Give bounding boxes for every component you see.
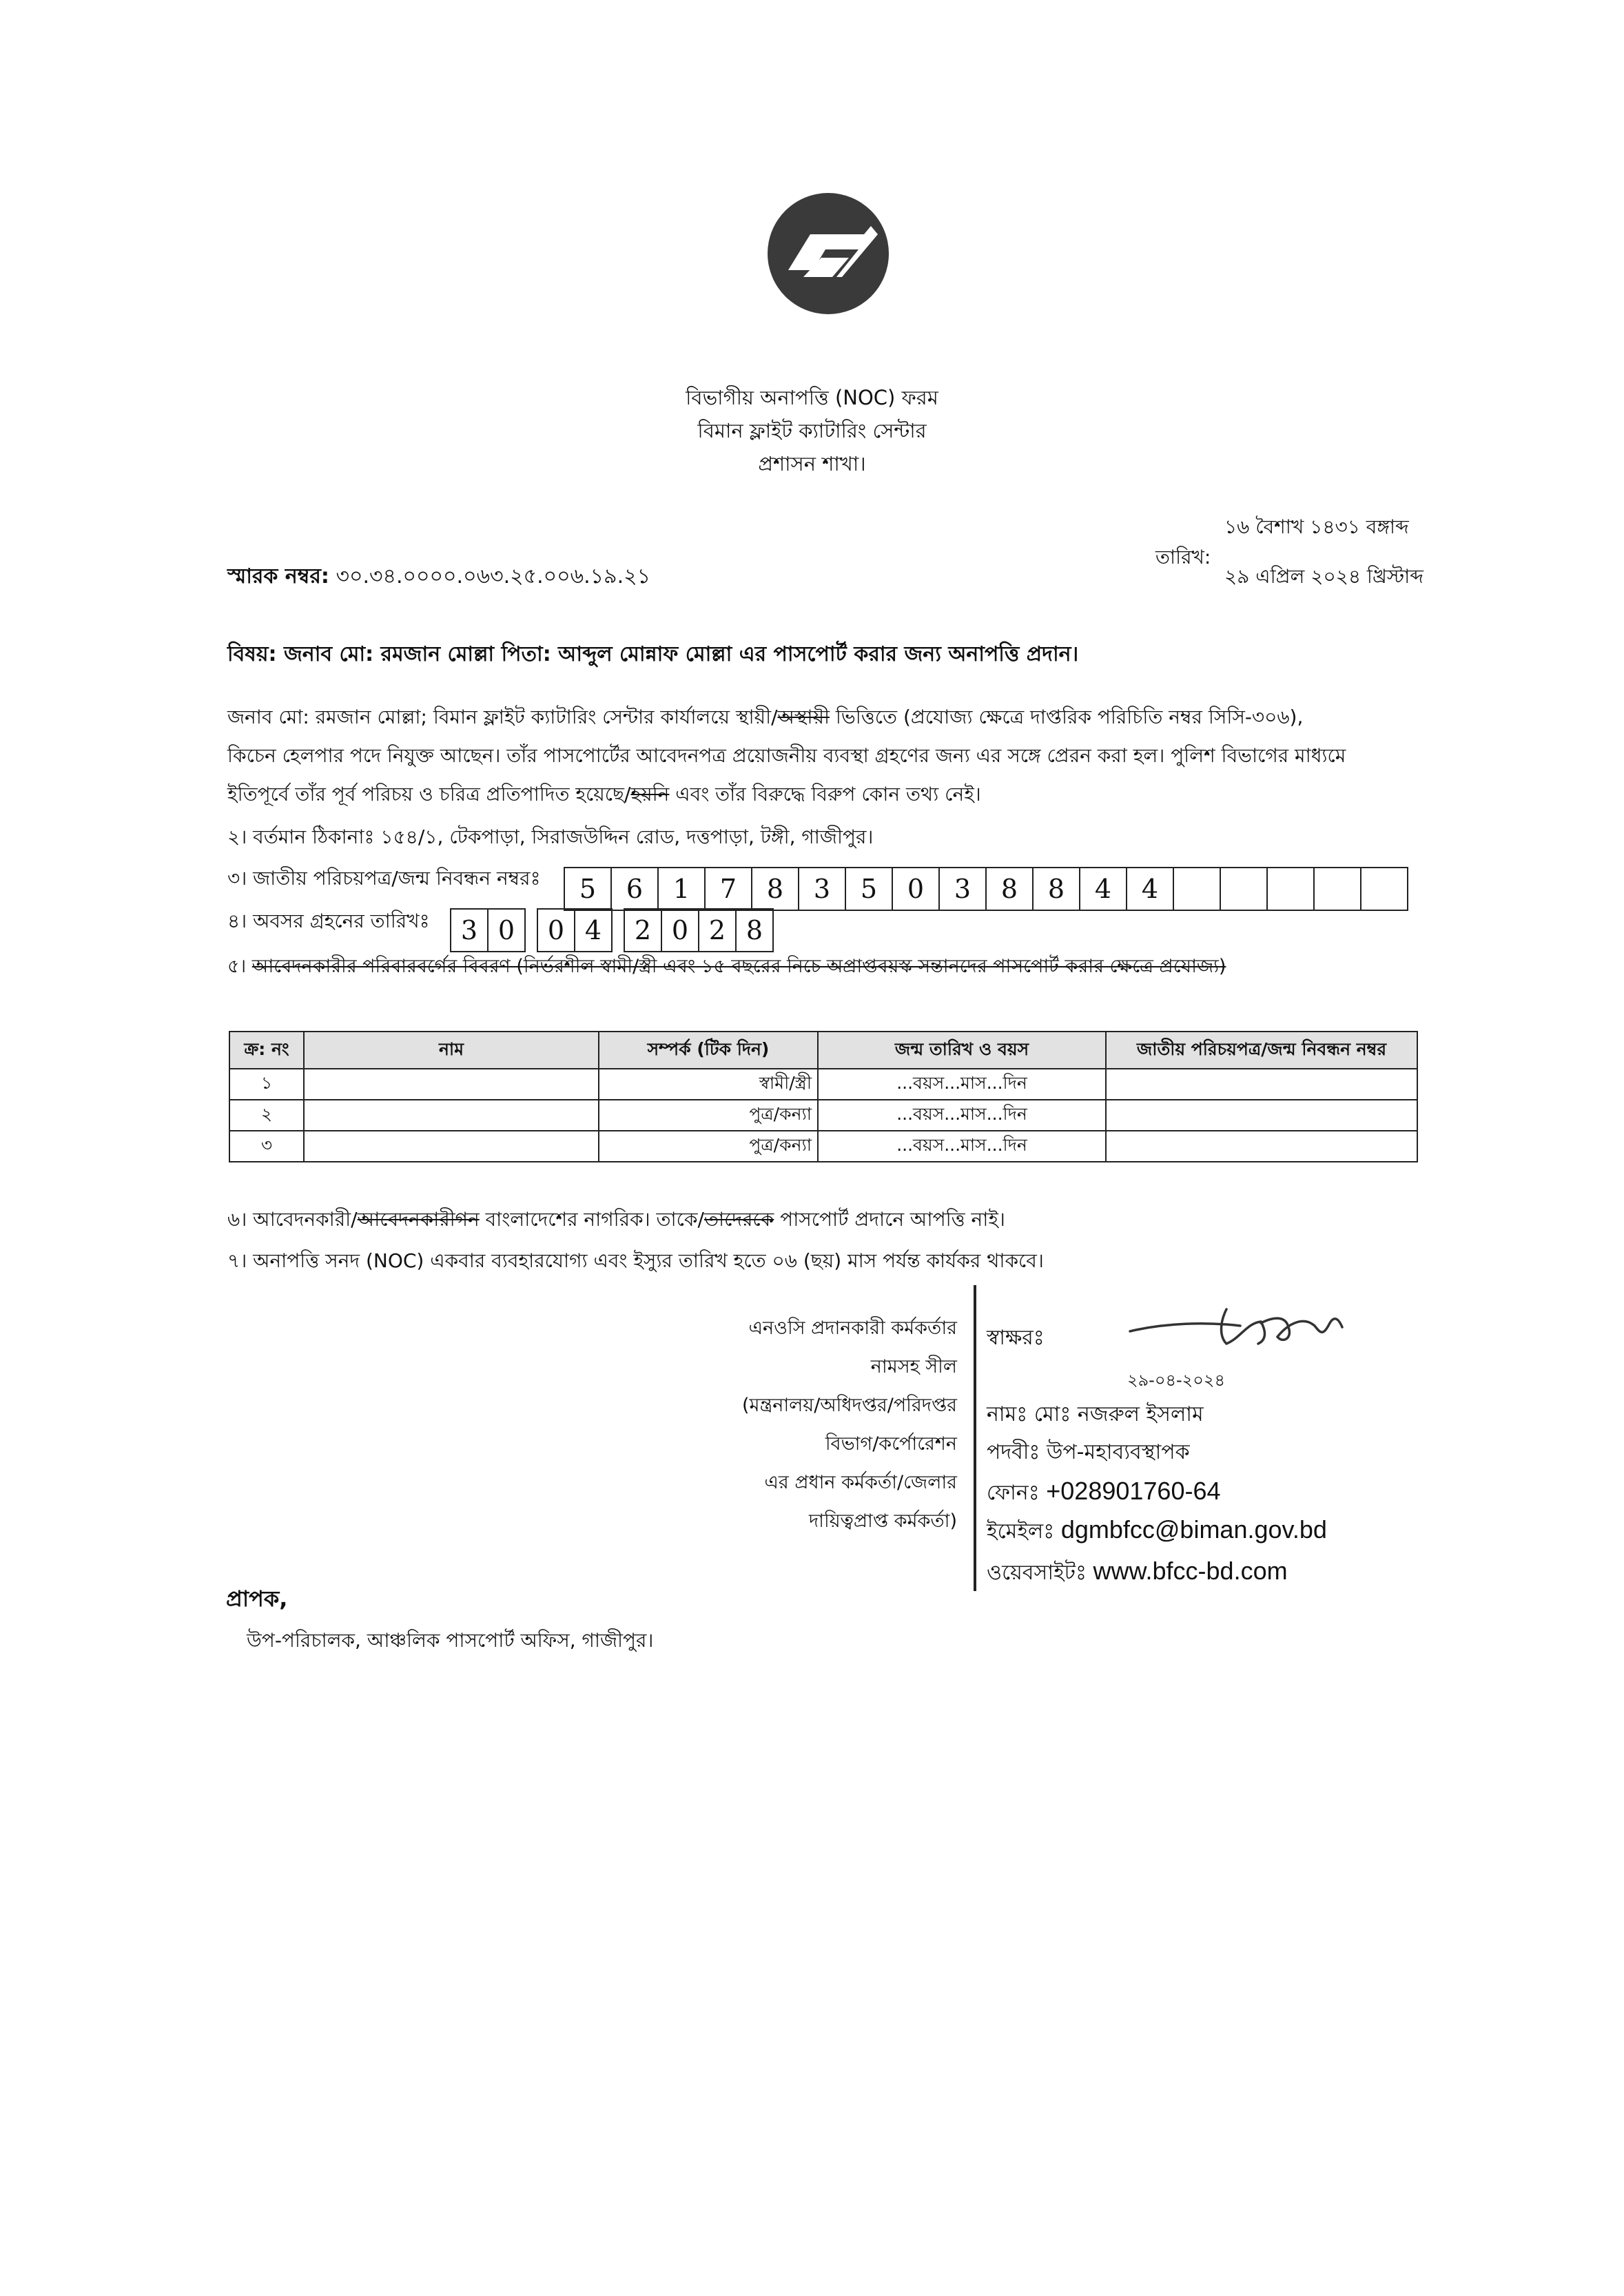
nid-digit: 5	[845, 867, 893, 911]
nid-digit: 8	[751, 867, 799, 911]
subject-label: বিষয়:	[227, 642, 277, 666]
day-digit: 0	[487, 908, 526, 952]
table-row: ২ পুত্র/কন্যা ...বয়স...মাস...দিন	[229, 1100, 1417, 1131]
nid-digit: 8	[1032, 867, 1080, 911]
retirement-date-label: ৪। অবসর গ্রহনের তারিখঃ	[227, 910, 430, 932]
memo-number	[227, 560, 650, 594]
date-english: ২৯ এপ্রিল ২০২৪ খ্রিস্টাব্দ	[1224, 565, 1423, 588]
validity-statement: ৭। অনাপত্তি সনদ (NOC) একবার ব্যবহারযোগ্য এবং ইস্যুর তারিখ হতে ০৬ (ছয়) মাস পর্যন্ত কার্যকর থাকবে।	[227, 1249, 1044, 1272]
nid-digit: 7	[704, 867, 752, 911]
month-digit: 4	[574, 908, 613, 952]
year-digit: 0	[661, 908, 699, 952]
nid-label: ৩। জাতীয় পরিচয়পত্র/জন্ম নিবন্ধন নম্বরঃ	[227, 867, 541, 890]
body-paragraph	[227, 698, 1426, 814]
current-address: ২। বর্তমান ঠিকানাঃ ১৫৪/১, টেকপাড়া, সিরাজউদ্দিন রোড, দত্তপাড়া, টঙ্গী, গাজীপুর।	[227, 826, 874, 848]
body-line-2: কিচেন হেলপার পদে নিযুক্ত আছেন। তাঁর পাসপোর্টের আবেদনপত্র প্রয়োজনীয় ব্যবস্থা গ্রহণের জন্য এর সঙ্গে প্রেরন করা হল। পুলিশ বিভাগের মাধ্যমে	[227, 744, 1346, 767]
organization-name: বিমান ফ্লাইট ক্যাটারিং সেন্টার	[697, 419, 927, 442]
department-name: প্রশাসন শাখা।	[758, 452, 866, 475]
nid-digit: 8	[985, 867, 1034, 911]
nid-digit: 4	[1079, 867, 1127, 911]
memo-label: স্মারক নম্বর:	[227, 564, 329, 588]
year-digit: 2	[624, 908, 662, 952]
nid-digit: 3	[798, 867, 846, 911]
issuing-officer-description: এনওসি প্রদানকারী কর্মকর্তার নামসহ সীল (মন্ত্রনালয়/অধিদপ্তর/পরিদপ্তর বিভাগ/কর্পোরেশন এর প্রধান কর্মকর্তা/জেলার দায়িত্বপ্রাপ্ত কর্মকর্তা)	[741, 1318, 957, 1532]
subject	[227, 637, 1078, 672]
date-label: তারিখ:	[1155, 546, 1211, 568]
nid-digit: 4	[1126, 867, 1174, 911]
citizenship-statement: ৬। আবেদনকারী/আবেদনকারীগন বাংলাদেশের নাগরিক। তাকে/তাদেরকে পাসপোর্ট প্রদানে আপত্তি নাই।	[227, 1208, 1005, 1231]
family-table	[229, 1031, 1418, 1162]
table-row: ১ স্বামী/স্ত্রী ...বয়স...মাস...দিন	[229, 1069, 1417, 1100]
signature-date: ২৯-০৪-২০২৪	[1127, 1371, 1226, 1390]
col-name: নাম	[304, 1032, 599, 1069]
nid-digit: 5	[564, 867, 612, 911]
signatory-website: ওয়েবসাইটঃ www.bfcc-bd.com	[987, 1557, 1288, 1585]
col-nid: জাতীয় পরিচয়পত্র/জন্ম নিবন্ধন নম্বর	[1106, 1032, 1417, 1069]
body-line-3: ইতিপূর্বে তাঁর পূর্ব পরিচয় ও চরিত্র প্রতিপাদিত হয়েছে/হয়নি এবং তাঁর বিরুদ্ধে বিরুপ কোন তথ্য নেই।	[227, 783, 981, 806]
signatory-email: ইমেইলঃ dgmbfcc@biman.gov.bd	[987, 1515, 1327, 1544]
table-row: ৩ পুত্র/কন্যা ...বয়স...মাস...দিন	[229, 1131, 1417, 1162]
nid-digit: 6	[610, 867, 659, 911]
nid-digit	[1360, 867, 1408, 911]
year-digit: 8	[735, 908, 774, 952]
handwritten-signature	[1123, 1295, 1350, 1357]
date-bangla: ১৬ বৈশাখ ১৪৩১ বঙ্গাব্দ	[1224, 515, 1409, 538]
body-line-1: জনাব মো: রমজান মোল্লা; বিমান ফ্লাইট ক্যাটারিং সেন্টার কার্যালয়ে স্থায়ী/অস্থায়ী ভিত্তিতে (প্রযোজ্য ক্ষেত্রে দাপ্তরিক পরিচিতি নম্বর সিসি-৩০৬),	[227, 706, 1304, 728]
nid-number-boxes	[565, 867, 1408, 911]
col-dob-age: জন্ম তারিখ ও বয়স	[818, 1032, 1106, 1069]
signature-label: স্বাক্ষরঃ	[987, 1326, 1045, 1350]
signatory-phone: ফোনঃ +028901760-64	[987, 1477, 1221, 1505]
table-header-row	[229, 1032, 1417, 1069]
day-digit: 3	[450, 908, 489, 952]
month-digit: 0	[537, 908, 575, 952]
col-relation: সম্পর্ক (টিক দিন)	[599, 1032, 818, 1069]
retirement-date-boxes	[451, 908, 774, 952]
year-digit: 2	[698, 908, 737, 952]
col-serial: ক্র: নং	[229, 1032, 304, 1069]
recipient-address: উপ-পরিচালক, আঞ্চলিক পাসপোর্ট অফিস, গাজীপুর।	[247, 1629, 654, 1652]
family-details-heading: ৫। আবেদনকারীর পরিবারবর্গের বিবরণ (নির্ভরশীল স্বামী/স্ত্রী এবং ১৫ বছরের নিচে অপ্রাপ্তবয়স্ক সন্তানদের পাসপোর্ট করার ক্ষেত্রে প্রযোজ্য)	[227, 956, 1226, 977]
signatory-name: নামঃ মোঃ নজরুল ইসলাম	[987, 1402, 1204, 1426]
nid-digit	[1220, 867, 1268, 911]
subject-text: জনাব মো: রমজান মোল্লা পিতা: আব্দুল মোন্নাফ মোল্লা এর পাসপোর্ট করার জন্য অনাপত্তি প্রদান।	[283, 642, 1079, 666]
nid-digit: 3	[938, 867, 987, 911]
signature-divider	[974, 1285, 976, 1591]
biman-logo-icon	[768, 193, 889, 314]
nid-digit	[1173, 867, 1221, 911]
nid-digit	[1266, 867, 1315, 911]
nid-digit: 1	[657, 867, 706, 911]
form-title: বিভাগীয় অনাপত্তি (NOC) ফরম	[686, 386, 938, 409]
recipient-label: প্রাপক,	[226, 1586, 288, 1612]
signatory-designation: পদবীঃ উপ-মহাব্যবস্থাপক	[987, 1440, 1190, 1464]
memo-value: ৩০.৩৪.০০০০.০৬৩.২৫.০০৬.১৯.২১	[336, 564, 651, 588]
nid-digit: 0	[892, 867, 940, 911]
nid-digit	[1313, 867, 1361, 911]
